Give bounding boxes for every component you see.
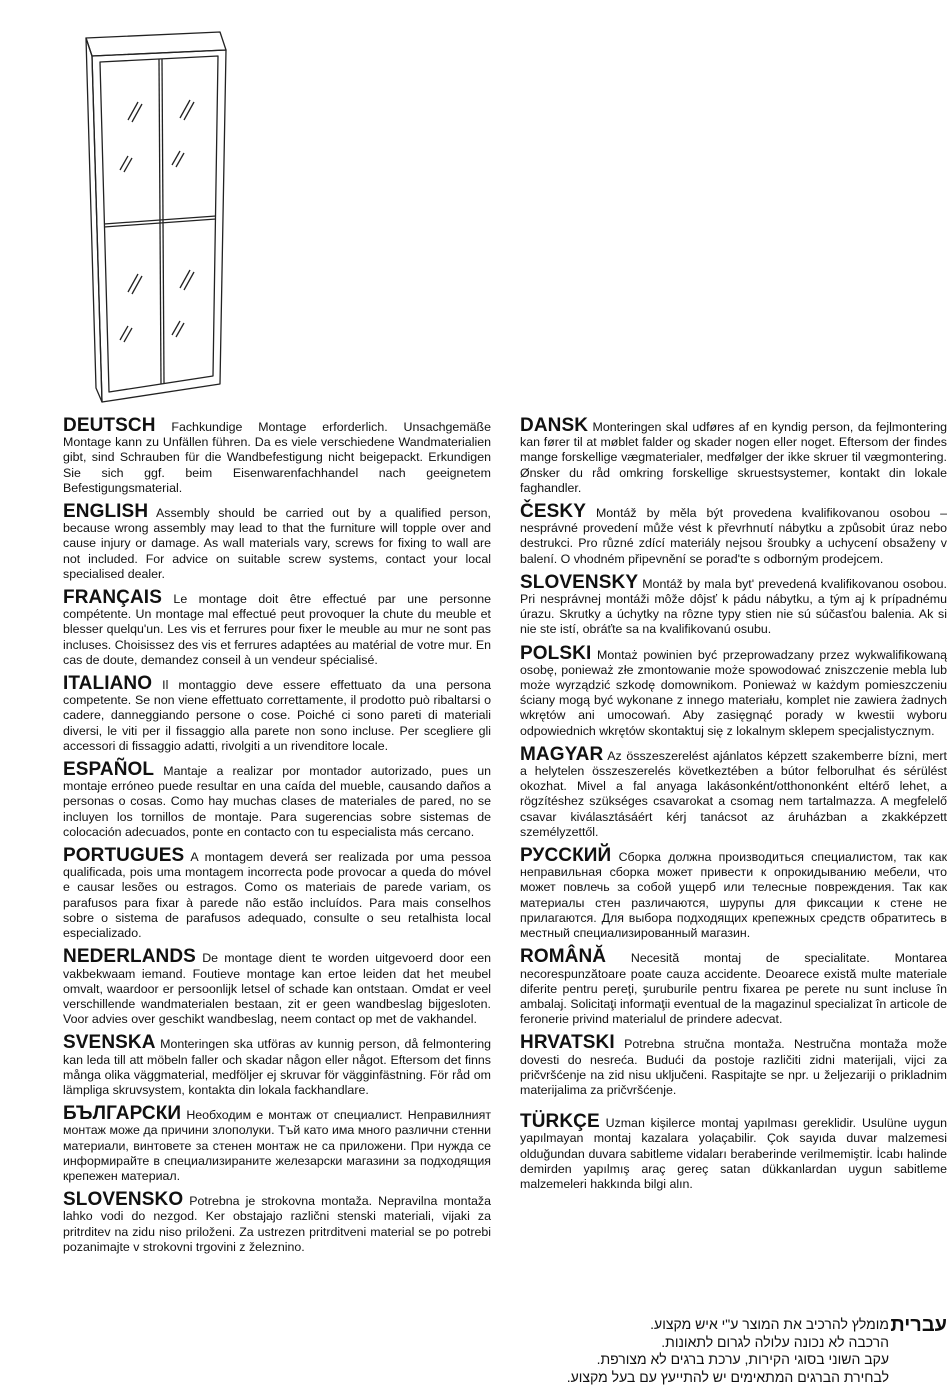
lang-heading: ITALIANO (63, 673, 152, 694)
lang-heading: POLSKI (520, 643, 591, 664)
hebrew-line: הרכבה לא נכונה עלולה לגרום לתאונות. (489, 1334, 889, 1352)
lang-heading: БЪЛГАРСКИ (63, 1103, 181, 1124)
lang-heading: עברית (890, 1314, 947, 1337)
right-column (520, 418, 947, 1200)
lang-heading: SLOVENSKY (520, 572, 638, 593)
section-text: Montáž by mala byt' prevedená kvalifikovanou osobou. Pri nesprávnej montáži môže dôjsť k pádu nábytku, a tým aj k prípadnému úrazu. Skrutky a úchytky na rôzne typy stien nie sú súčasťou balenia. Ak si nie ste istí, obráťte sa na kvalifikovanú osubu. (520, 577, 947, 637)
lang-heading: ESPAÑOL (63, 759, 154, 780)
lang-heading: DANSK (520, 415, 588, 436)
lang-heading: РУССКИЙ (520, 845, 611, 866)
hebrew-line: עקב השוני בסוגי הקירות, ערכת ברגים לא מצורפת. (489, 1351, 889, 1369)
cabinet-illustration (40, 10, 300, 410)
lang-heading: ENGLISH (63, 501, 148, 522)
lang-heading: MAGYAR (520, 744, 603, 765)
section-svenska (63, 1035, 491, 1098)
section-text: Fachkundige Montage erforderlich. Unsachgemäße Montage kann zu Unfällen führen. Da es viele verschiedene Wandmaterialien gibt, sind Schrauben für die Wandbefestigung nicht beigepackt. Erkundigen Sie sich ggf. beim Eisenwarenfachhandel nach geeignetem Befestigungsmaterial. (63, 420, 491, 495)
section-text: Il montaggio deve essere effettuato da una persona competente. Se non viene effettuato correttamente, il prodotto può ribaltarsi o cadere, danneggiando persone o cose. Poiché ci sono pareti di materiali diversi, le viti per il fissaggio alla parete non sono incluse. Per scegliere gli accessori di fissaggio adatti, rivolgiti a un rivenditore locale. (63, 678, 491, 753)
hebrew-text (489, 1316, 889, 1386)
section-espanol (63, 762, 491, 840)
section-text: Uzman kişilerce montaj yapılması gereklidir. Usulüne uygun yapılmayan montaj kazalara yolaçabilir. Çok sayıda duvar malzemesi olduğundan duvara sabitleme vidaları beraberinde verilmemiştir. İcabı halinde demirden yapılmış araç gereç satan dükkanlardan uygun sabitleme malzemeleri hakkında bilgi alın. (520, 1116, 947, 1191)
left-column (63, 418, 491, 1263)
section-text: Assembly should be carried out by a qualified person, because wrong assembly may lead to that the furniture will topple over and cause injury or damage. As wall materials vary, screws for fixing to wall are not included. For advice on suitable screw systems, contact your local specialised dealer. (63, 506, 491, 581)
section-text: Mantaje a realizar por montador autorizado, pues un montaje erróneo puede resultar en una caída del mueble, causando daños a personas o cosas. Como hay muchas clases de materiales de pared, no se incluyen los tornillos de montaje. Para sugerencias sobre sistemas de colocación adecuados, ponte en contacto con tu especialista más cercano. (63, 764, 491, 839)
lang-heading: NEDERLANDS (63, 946, 196, 967)
section-text: De montage dient te worden uitgevoerd door een vakbekwaam iemand. Foutieve montage kan ertoe leiden dat het meubel omvalt, waardoor er persoonlijk letsel of schade kan ontstaan. Omdat er veel verschillende wandmaterialen bestaan, zit er geen wandbeslag bijgesloten. Voor advies over geschikt wandbeslag, neem contact op met de vakhandel. (63, 951, 491, 1026)
lang-heading: TÜRKÇE (520, 1111, 600, 1132)
section-dansk (520, 418, 947, 496)
lang-heading: ČESKY (520, 501, 586, 522)
lang-heading: FRANÇAIS (63, 587, 162, 608)
section-nederlands (63, 949, 491, 1027)
section-text: Необходим е монтаж от специалист. Неправилният монтаж може да причини злополуки. Тъй като има много различни стенни материали, винтовете за стенен монтаж не са приложени. При нужда се информирайте в специализираните железарски магазини за подходящия крепежен материал. (63, 1108, 491, 1183)
section-francais (63, 590, 491, 668)
section-magyar (520, 747, 947, 840)
section-text: Monteringen ska utföras av kunnig person, då felmontering kan leda till att möbeln faller och skadar någon eller något. Eftersom det finns många olika väggmaterial, medföljer ej skruvar för vägginfästning. För råd om lämpliga skruvsystem, kontakta din lokala fackhandlare. (63, 1037, 491, 1097)
section-text: Az összeszerelést ajánlatos képzett szakemberre bízni, mert a helytelen összeszerelés következtében a bútor felborulhat és sérülést okozhat. Mivel a fal anyaga lakásonként/otthononként eltérő lehet, a rögzítéshez szükséges csavarokat a csomag nem tartalmazza. A megfelelő csavar kiválasztásáért kérj tanácsot az áruházban a zkakképzett személyzettől. (520, 749, 947, 839)
cabinet-top (86, 32, 226, 56)
section-polski (520, 646, 947, 739)
section-text: Сборка должна производиться специалистом, так как неправильная сборка может привести к опрокидыванию мебели, что может повлечь за собой ущерб или телесные повреждения. Так как материалы стен различаются, шурупы для фиксации к стене не прилагаются. Для выбора подходящих крепежных средств обратитесь в местный специализированный магазин. (520, 850, 947, 940)
lang-heading: SLOVENSKO (63, 1189, 183, 1210)
section-italiano (63, 676, 491, 754)
hebrew-line: לבחירת הברגים המתאימים יש להתייעץ עם בעל מקצוע. (489, 1369, 889, 1386)
lang-heading: PORTUGUES (63, 845, 184, 866)
section-english (63, 504, 491, 582)
section-cesky (520, 504, 947, 567)
section-romana (520, 949, 947, 1027)
section-text: A montagem deverá ser realizada por uma pessoa qualificada, pois uma montagem incorrecta pode provocar a queda do móvel e causar lesões ou estragos. Como os materiais de parede variam, os parafusos para fixar à parede não estão incluídos. Para mais conselhos sobre o sistema de parafusos adequado, consulte o seu retalhista local especializado. (63, 850, 491, 940)
section-slovensky (520, 575, 947, 638)
section-bulgarian (63, 1106, 491, 1184)
section-text: Le montage doit être effectué par une personne compétente. Un montage mal effectué peut provoquer la chute du meuble et blesser quelqu'un. Les vis et ferrures pour fixer le meuble au mur ne sont pas incluses. Choisissez des vis et ferrures adaptées au matérial de votre mur. En cas de doute, demandez conseil à un vendeur spécialisé. (63, 592, 491, 667)
door-split (159, 59, 161, 384)
section-hrvatski (520, 1035, 947, 1098)
section-text: Montáž by měla být provedena kvalifikovanou osobou – nesprávné provedení může vést k převrhnutí nábytku a způsobit úraz nebo destrukci. Pro různé zdící materiály nejsou šroubky a uchycení obsaženy v balení. O vhodném připevnění se porad'te s odborným prodejcem. (520, 506, 947, 566)
section-russian (520, 848, 947, 941)
section-text: Montaż powinien być przeprowadzany przez wykwalifikowaną osobę, ponieważ złe zmontowanie może spowodować zniszczenie mebla lub może wyrządzić szkodę domownikom. Ponieważ w każdym pomieszczeniu ściany mogą być wykonane z innego materiału, komplet nie zawiera żadnych wkrętów ani umocowań. Aby zasięgnąć porady w kwestii wyboru odpowiednich wkrętów skontaktuj się z lokalnym sklepem specjalistycznym. (520, 648, 947, 738)
lang-heading: SVENSKA (63, 1032, 156, 1053)
section-slovensko (63, 1192, 491, 1255)
section-turkce (520, 1114, 947, 1192)
hebrew-line: מומלץ להרכיב את המוצר ע"י איש מקצוע. (489, 1316, 889, 1334)
section-text: Necesită montaj de specialitate. Montarea necorespunzătoare poate cauza accidente. Deoarece există multe materiale diferite pentru pereţi, şuruburile pentru fixarea pe perete nu sunt incluse în ambalaj. Solicitaţi informaţii eventual de la magazinul specializat în articole de feronerie privind materialul de prindere adecvat. (520, 951, 947, 1026)
lang-heading: HRVATSKI (520, 1032, 615, 1053)
lang-heading: ROMÂNĂ (520, 946, 606, 967)
section-deutsch (63, 418, 491, 496)
section-text: Potrebna stručna montaža. Nestručna montaža može dovesti do nesreća. Budući da postoje različiti zidni materijali, vijci za pričvršćenje na zid nisu uključeni. Raspitajte se npr. u željezariji o prikladnim materijalima za pričvršćenje. (520, 1037, 947, 1097)
lang-heading: DEUTSCH (63, 415, 156, 436)
section-text: Potrebna je strokovna montaža. Nepravilna montaža lahko vodi do nezgod. Ker obstajajo različni stenski materiali, vijaki za pritrditev na zidu niso priloženi. Za ustrezen pritrditveni material se po potrebi pozanimajte v strokovni trgovini z železnino. (63, 1194, 491, 1254)
section-portugues (63, 848, 491, 941)
cabinet-side (86, 38, 102, 402)
section-text: Monteringen skal udføres af en kyndig person, da fejlmontering kan fører til at møblet falder og skader nogen eller noget. Eftersom der findes mange forskellige vægmaterialer, medfølger der ikke skruer til vægmontering. Ønsker du råd omkring forskellige skruestsystemer, kontakt din lokale faghandler. (520, 420, 947, 495)
